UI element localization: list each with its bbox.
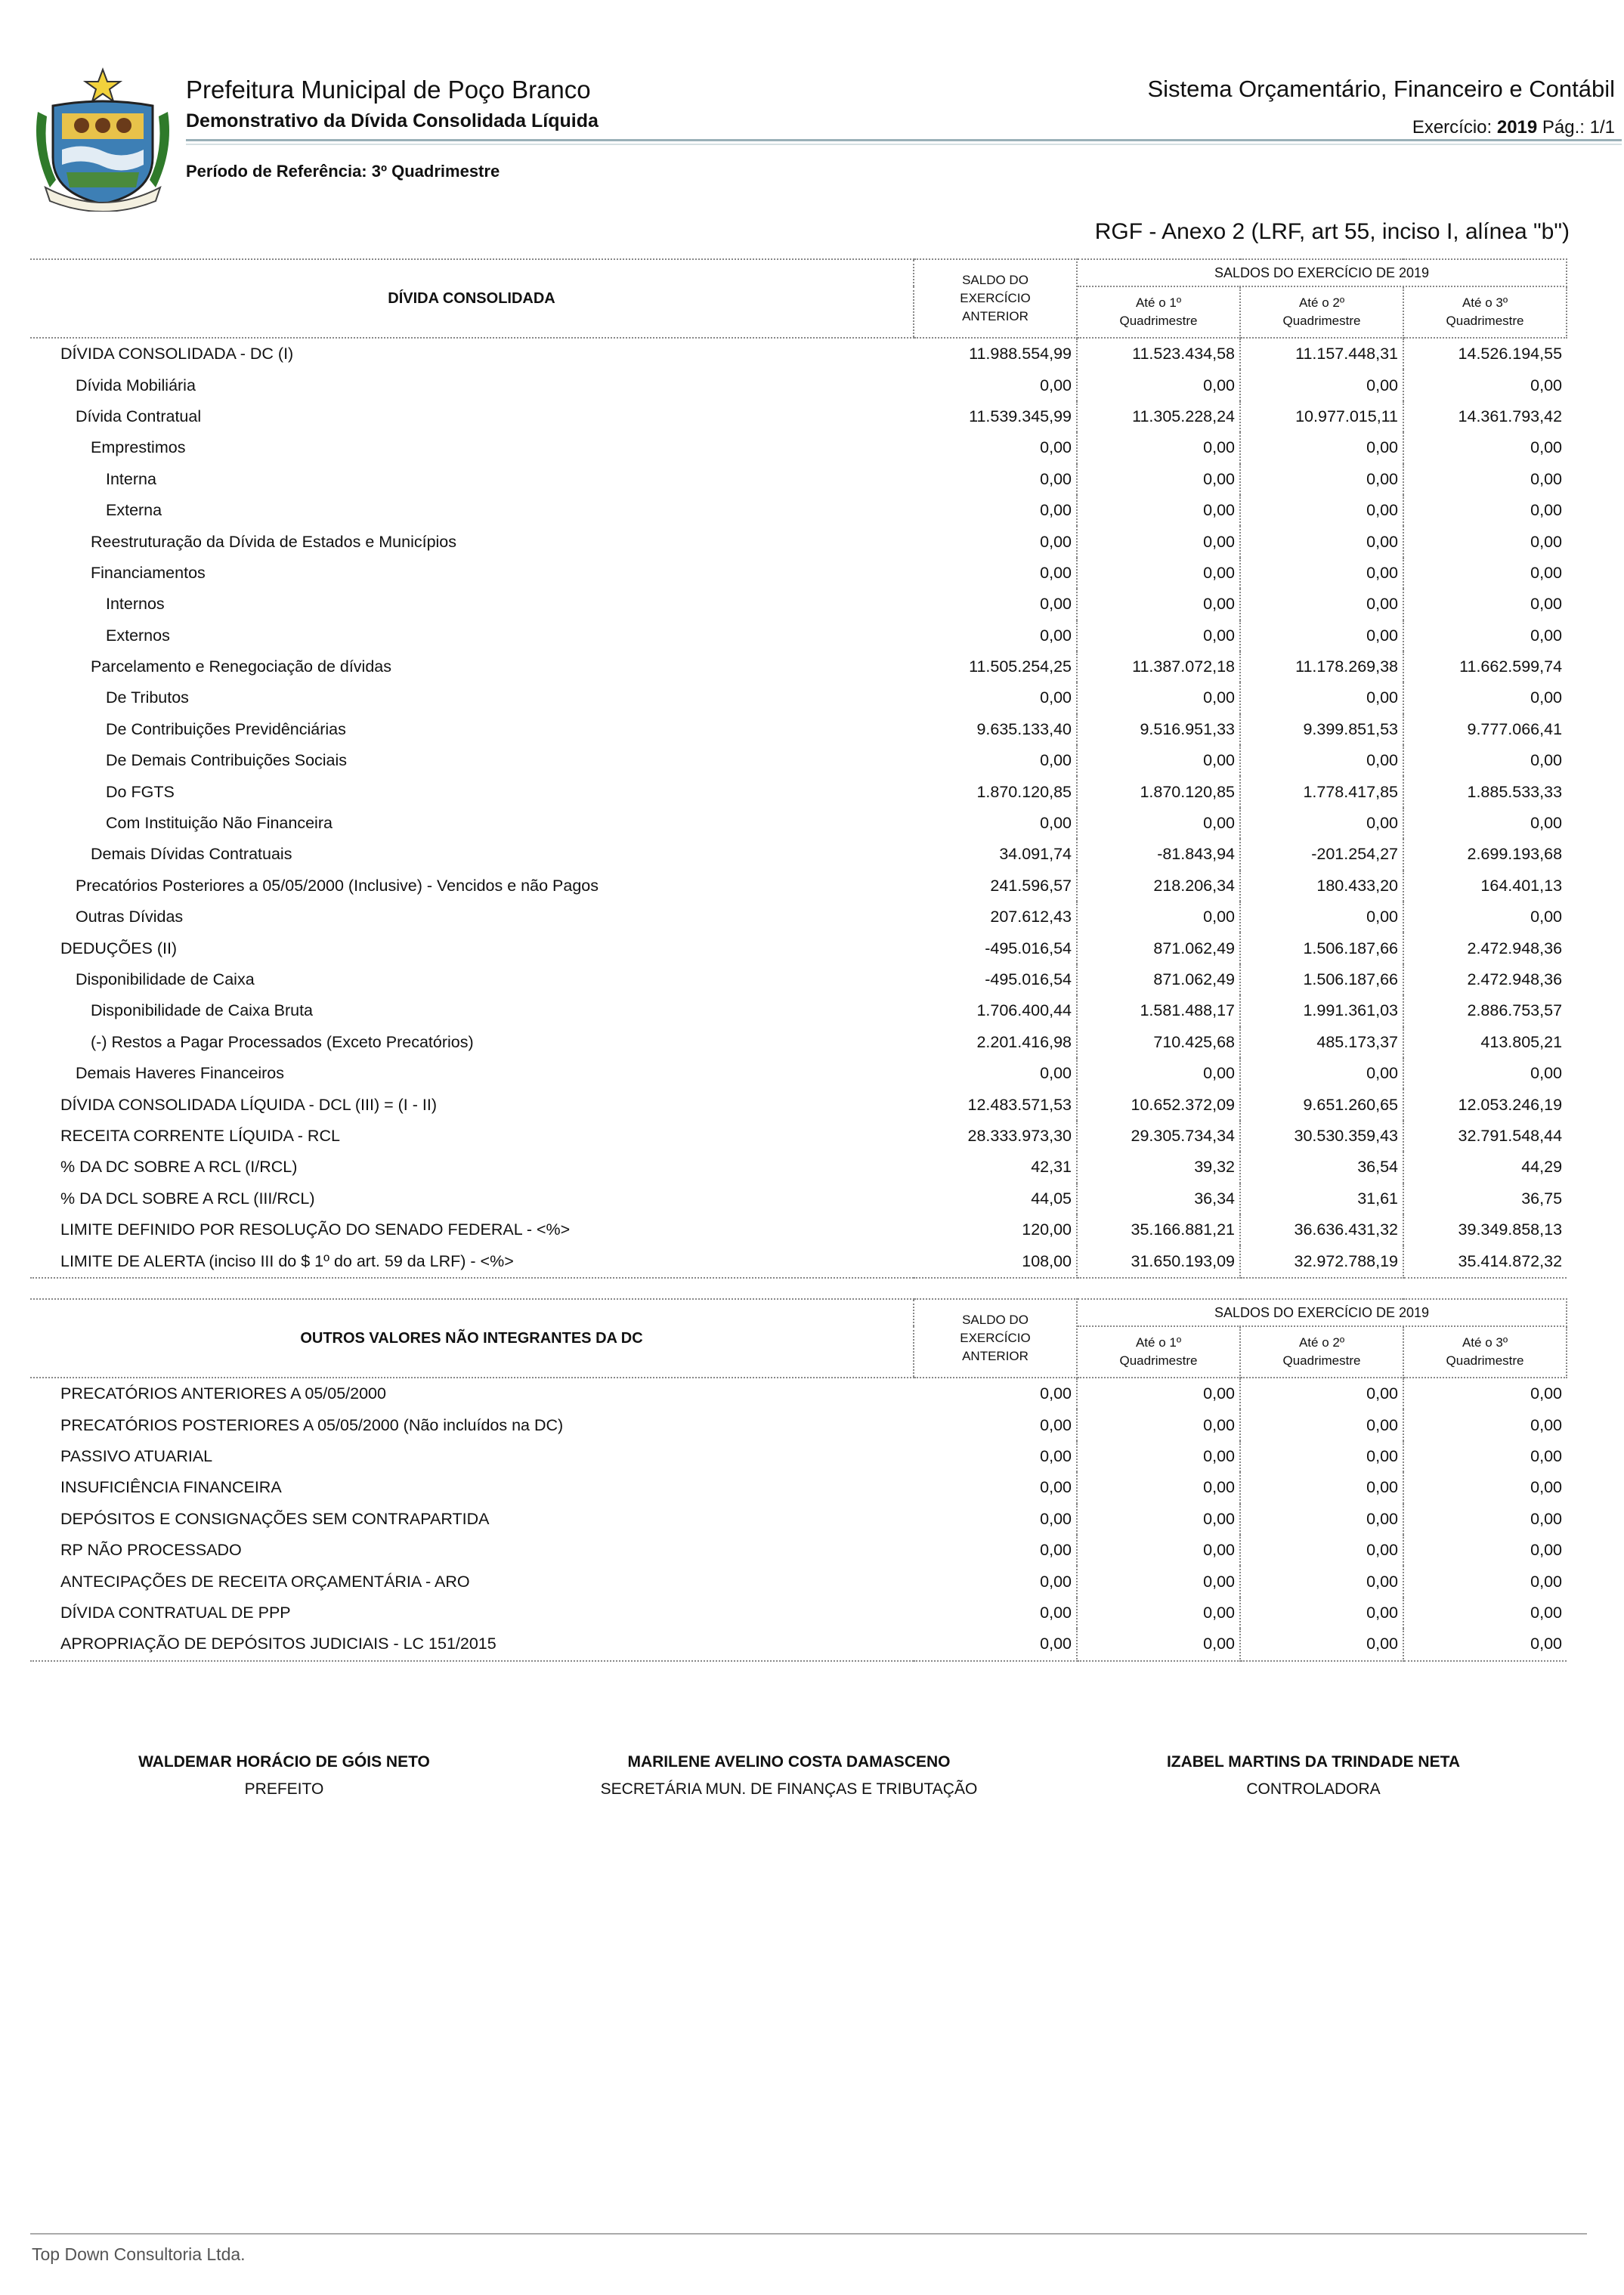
value-cell: 1.506.187,66 (1240, 964, 1403, 995)
table-row (30, 1214, 1567, 1245)
value-cell: 0,00 (1077, 745, 1240, 776)
row-label: DÍVIDA CONTRATUAL DE PPP (60, 1603, 291, 1622)
period-header-2: Até o 2º Quadrimestre (1240, 286, 1403, 338)
value-cell: 0,00 (1077, 808, 1240, 839)
value-cell: 0,00 (1240, 682, 1403, 713)
value-cell: 2.699.193,68 (1467, 845, 1563, 864)
value-cell: 9.516.951,33 (1077, 714, 1240, 745)
saldo-anterior-header: SALDO DO EXERCÍCIO ANTERIOR (914, 1299, 1077, 1378)
signature-block (1072, 1753, 1555, 1799)
row-label: LIMITE DEFINIDO POR RESOLUÇÃO DO SENADO FEDERAL - <%> (60, 1220, 571, 1239)
value-cell: 0,00 (914, 1628, 1077, 1660)
value-cell: -81.843,94 (1077, 839, 1240, 870)
value-cell: 0,00 (914, 1409, 1077, 1440)
value-cell: 0,00 (914, 432, 1077, 463)
row-label: De Contribuições Previdênciárias (106, 719, 346, 738)
value-cell: 0,00 (914, 1566, 1077, 1597)
value-cell: 0,00 (1240, 808, 1403, 839)
value-cell: -201.254,27 (1240, 839, 1403, 870)
value-cell: 0,00 (1077, 1058, 1240, 1089)
table-row (30, 714, 1567, 745)
value-cell: 0,00 (914, 589, 1077, 620)
value-cell: 0,00 (1240, 370, 1403, 401)
table-row (30, 370, 1567, 401)
value-cell: 0,00 (914, 745, 1077, 776)
value-cell: 0,00 (914, 808, 1077, 839)
value-cell: 0,00 (914, 1378, 1077, 1409)
value-cell: 42,31 (914, 1152, 1077, 1183)
value-cell: 0,00 (1240, 620, 1403, 651)
debt-table (30, 258, 1567, 1279)
table-row (30, 558, 1567, 589)
period-header-1: Até o 1º Quadrimestre (1077, 286, 1240, 338)
value-cell: 0,00 (914, 1472, 1077, 1503)
value-cell: 31,61 (1240, 1183, 1403, 1214)
row-label: DEPÓSITOS E CONSIGNAÇÕES SEM CONTRAPARTIDA (60, 1509, 490, 1528)
value-cell: 1.581.488,17 (1077, 995, 1240, 1026)
value-cell: 0,00 (1077, 1409, 1240, 1440)
value-cell: 0,00 (914, 1535, 1077, 1566)
value-cell: 0,00 (1530, 1541, 1563, 1560)
municipal-coat-of-arms-icon (23, 66, 183, 212)
signatory-role: CONTROLADORA (1246, 1780, 1381, 1798)
value-cell: 0,00 (1530, 1415, 1563, 1434)
value-cell: 0,00 (1530, 1064, 1563, 1083)
value-cell: 0,00 (1530, 626, 1563, 645)
table-row (30, 808, 1567, 839)
page-number: Pág.: 1/1 (1542, 117, 1615, 138)
row-label: Parcelamento e Renegociação de dívidas (91, 657, 392, 676)
value-cell: 0,00 (1240, 432, 1403, 463)
value-cell: 0,00 (1240, 495, 1403, 526)
value-cell: 0,00 (1240, 1566, 1403, 1597)
row-label: Outras Dívidas (76, 908, 184, 926)
row-label: Demais Haveres Financeiros (76, 1064, 285, 1083)
value-cell: 0,00 (1077, 1566, 1240, 1597)
value-cell: 0,00 (1240, 902, 1403, 933)
period-header-1: Até o 1º Quadrimestre (1077, 1326, 1240, 1378)
value-cell: 44,05 (914, 1183, 1077, 1214)
value-cell: 108,00 (914, 1245, 1077, 1277)
row-label: (-) Restos a Pagar Processados (Exceto Precatórios) (91, 1032, 474, 1051)
table-row (30, 432, 1567, 463)
header-divider (186, 139, 1622, 141)
report-subtitle: Demonstrativo da Dívida Consolidada Líquida (186, 110, 599, 131)
row-label: ANTECIPAÇÕES DE RECEITA ORÇAMENTÁRIA - ARO (60, 1572, 470, 1591)
value-cell: 241.596,57 (914, 871, 1077, 902)
value-cell: 0,00 (914, 1598, 1077, 1628)
value-cell: 180.433,20 (1240, 871, 1403, 902)
value-cell: 11.178.269,38 (1240, 651, 1403, 682)
row-label: LIMITE DE ALERTA (inciso III do $ 1º do art. 59 da LRF) - <%> (30, 1245, 914, 1277)
signatory-role: SECRETÁRIA MUN. DE FINANÇAS E TRIBUTAÇÃO (600, 1780, 978, 1798)
table-row (30, 902, 1567, 933)
value-cell: 11.387.072,18 (1077, 651, 1240, 682)
row-label: Dívida Contratual (76, 407, 202, 425)
other-values-table (30, 1298, 1567, 1662)
row-label: Financiamentos (91, 563, 206, 582)
value-cell: 0,00 (1240, 526, 1403, 557)
signatory-name: WALDEMAR HORÁCIO DE GÓIS NETO (138, 1753, 430, 1771)
value-cell: 0,00 (1530, 501, 1563, 520)
table-row (30, 1378, 1567, 1409)
exercise-label: Exercício: (1412, 117, 1493, 138)
table-row (30, 651, 1567, 682)
value-cell: 0,00 (1240, 1598, 1403, 1628)
value-cell: 0,00 (1240, 1058, 1403, 1089)
value-cell: 0,00 (1240, 1378, 1403, 1409)
header-divider-light (186, 144, 1622, 145)
value-cell: 0,00 (1530, 1603, 1563, 1622)
row-label: Emprestimos (91, 438, 186, 457)
value-cell: 0,00 (1077, 432, 1240, 463)
table-row (30, 995, 1567, 1026)
table-row (30, 464, 1567, 495)
table-row (30, 964, 1567, 995)
value-cell: 120,00 (914, 1214, 1077, 1245)
value-cell: 0,00 (1077, 1628, 1240, 1660)
value-cell: 1.885.533,33 (1467, 782, 1563, 801)
value-cell: 29.305.734,34 (1077, 1121, 1240, 1152)
value-cell: 0,00 (1077, 464, 1240, 495)
value-cell: -495.016,54 (914, 964, 1077, 995)
exercise-and-page (1412, 117, 1615, 138)
value-cell: 2.472.948,36 (1467, 970, 1563, 988)
value-cell: 2.472.948,36 (1467, 939, 1563, 957)
value-cell: 14.526.194,55 (1458, 345, 1563, 363)
table-row (30, 338, 1567, 370)
value-cell: 10.977.015,11 (1240, 401, 1403, 432)
value-cell: 0,00 (1530, 469, 1563, 488)
value-cell: 0,00 (1530, 376, 1563, 394)
period-header-3: Até o 3º Quadrimestre (1403, 286, 1567, 338)
value-cell: 36,34 (1077, 1183, 1240, 1214)
value-cell: 10.652.372,09 (1077, 1089, 1240, 1120)
table-row (30, 1245, 1567, 1277)
value-cell: 0,00 (1530, 908, 1563, 926)
row-label: DÍVIDA CONSOLIDADA - DC (I) (60, 345, 294, 363)
saldos-exercicio-header: SALDOS DO EXERCÍCIO DE 2019 (1077, 1299, 1567, 1326)
row-label: Reestruturação da Dívida de Estados e Municípios (91, 532, 457, 551)
value-cell: 0,00 (1530, 532, 1563, 551)
value-cell: 0,00 (1077, 1378, 1240, 1409)
row-label: PRECATÓRIOS ANTERIORES A 05/05/2000 (60, 1384, 386, 1403)
signatory-name: IZABEL MARTINS DA TRINDADE NETA (1166, 1753, 1461, 1771)
value-cell: 0,00 (1077, 620, 1240, 651)
value-cell: 0,00 (1240, 1535, 1403, 1566)
table-row (30, 620, 1567, 651)
table-row (30, 933, 1567, 963)
table-row (30, 1121, 1567, 1152)
table-row (30, 745, 1567, 776)
row-label: PRECATÓRIOS POSTERIORES A 05/05/2000 (Não incluídos na DC) (60, 1415, 564, 1434)
value-cell: 1.778.417,85 (1240, 776, 1403, 807)
footer-divider (30, 2233, 1587, 2235)
value-cell: 1.506.187,66 (1240, 933, 1403, 963)
value-cell: 0,00 (1240, 1441, 1403, 1472)
value-cell: 0,00 (914, 464, 1077, 495)
table-title: OUTROS VALORES NÃO INTEGRANTES DA DC (30, 1299, 914, 1378)
row-label: Disponibilidade de Caixa (76, 970, 255, 988)
value-cell: 1.991.361,03 (1240, 995, 1403, 1026)
table-row (30, 1535, 1567, 1566)
value-cell: 871.062,49 (1077, 964, 1240, 995)
value-cell: 0,00 (1530, 1572, 1563, 1591)
exercise-year: 2019 (1496, 117, 1538, 138)
value-cell: 11.988.554,99 (914, 338, 1077, 370)
value-cell: 0,00 (1077, 1441, 1240, 1472)
footer-company: Top Down Consultoria Ltda. (32, 2244, 246, 2264)
row-label: Do FGTS (106, 782, 175, 801)
value-cell: 12.483.571,53 (914, 1089, 1077, 1120)
saldos-exercicio-header: SALDOS DO EXERCÍCIO DE 2019 (1077, 259, 1567, 286)
table-row (30, 1504, 1567, 1535)
row-label: DEDUÇÕES (II) (60, 939, 178, 957)
value-cell: 0,00 (1240, 558, 1403, 589)
value-cell: 9.399.851,53 (1240, 714, 1403, 745)
value-cell: 0,00 (1077, 902, 1240, 933)
value-cell: 0,00 (1530, 1446, 1563, 1465)
value-cell: 11.523.434,58 (1077, 338, 1240, 370)
value-cell: 710.425,68 (1077, 1027, 1240, 1058)
row-label: Internos (106, 595, 165, 614)
value-cell: 1.706.400,44 (914, 995, 1077, 1026)
value-cell: 0,00 (914, 558, 1077, 589)
saldo-anterior-header: SALDO DO EXERCÍCIO ANTERIOR (914, 259, 1077, 338)
value-cell: 0,00 (1403, 1628, 1567, 1660)
value-cell: 1.870.120,85 (1077, 776, 1240, 807)
value-cell: 0,00 (1077, 370, 1240, 401)
signatory-role: PREFEITO (244, 1780, 324, 1798)
value-cell: 0,00 (1530, 751, 1563, 770)
value-cell: 32.791.548,44 (1458, 1126, 1563, 1145)
value-cell: 36,54 (1240, 1152, 1403, 1183)
value-cell: 0,00 (1077, 589, 1240, 620)
value-cell: 11.305.228,24 (1077, 401, 1240, 432)
reference-period: Período de Referência: 3º Quadrimestre (186, 162, 500, 181)
value-cell: 0,00 (1240, 589, 1403, 620)
value-cell: 0,00 (1530, 1478, 1563, 1497)
row-label: RECEITA CORRENTE LÍQUIDA - RCL (60, 1126, 340, 1145)
value-cell: 0,00 (1240, 745, 1403, 776)
value-cell: 11.157.448,31 (1240, 338, 1403, 370)
value-cell: 0,00 (1077, 1535, 1240, 1566)
value-cell: 0,00 (914, 1058, 1077, 1089)
row-label: Demais Dívidas Contratuais (91, 845, 292, 864)
row-label: Externa (106, 501, 162, 520)
value-cell: 0,00 (914, 620, 1077, 651)
row-label: Externos (106, 626, 170, 645)
table-row (30, 1027, 1567, 1058)
table-title: DÍVIDA CONSOLIDADA (30, 259, 914, 338)
value-cell: 0,00 (1240, 464, 1403, 495)
value-cell: 14.361.793,42 (1458, 407, 1563, 425)
value-cell: 0,00 (914, 682, 1077, 713)
value-cell: 485.173,37 (1240, 1027, 1403, 1058)
row-label: DÍVIDA CONSOLIDADA LÍQUIDA - DCL (III) = (I - II) (60, 1095, 437, 1114)
value-cell: 0,00 (1530, 595, 1563, 614)
value-cell: 0,00 (1530, 814, 1563, 833)
value-cell: 9.777.066,41 (1467, 719, 1563, 738)
row-label: RP NÃO PROCESSADO (60, 1541, 242, 1560)
value-cell: 0,00 (914, 1504, 1077, 1535)
value-cell: 0,00 (1077, 682, 1240, 713)
table-row (30, 1566, 1567, 1597)
value-cell: 35.166.881,21 (1077, 1214, 1240, 1245)
period-header-3: Até o 3º Quadrimestre (1403, 1326, 1567, 1378)
value-cell: 36,75 (1521, 1189, 1563, 1208)
value-cell: 28.333.973,30 (914, 1121, 1077, 1152)
value-cell: 39,32 (1077, 1152, 1240, 1183)
value-cell: 0,00 (914, 370, 1077, 401)
table-row (30, 1058, 1567, 1089)
value-cell: 413.805,21 (1480, 1032, 1563, 1051)
value-cell: 9.635.133,40 (914, 714, 1077, 745)
table-row (30, 1598, 1567, 1628)
value-cell: 0,00 (1077, 526, 1240, 557)
value-cell: 35.414.872,32 (1403, 1245, 1567, 1277)
table-row (30, 1183, 1567, 1214)
value-cell: 34.091,74 (914, 839, 1077, 870)
row-label: APROPRIAÇÃO DE DEPÓSITOS JUDICIAIS - LC 151/2015 (30, 1628, 914, 1660)
row-label: Disponibilidade de Caixa Bruta (91, 1001, 314, 1020)
value-cell: 0,00 (1077, 495, 1240, 526)
row-label: Precatórios Posteriores a 05/05/2000 (Inclusive) - Vencidos e não Pagos (76, 876, 599, 895)
row-label: De Tributos (106, 688, 189, 707)
system-name: Sistema Orçamentário, Financeiro e Contábil (1147, 76, 1615, 102)
row-label: Com Instituição Não Financeira (106, 814, 333, 833)
signature-block (42, 1753, 526, 1799)
row-label: Dívida Mobiliária (76, 376, 196, 394)
value-cell: 0,00 (1530, 563, 1563, 582)
row-label: Interna (106, 469, 156, 488)
value-cell: -495.016,54 (914, 933, 1077, 963)
value-cell: 0,00 (1077, 1472, 1240, 1503)
period-header-2: Até o 2º Quadrimestre (1240, 1326, 1403, 1378)
table-row (30, 776, 1567, 807)
value-cell: 31.650.193,09 (1077, 1245, 1240, 1277)
row-label: % DA DCL SOBRE A RCL (III/RCL) (60, 1189, 315, 1208)
table-row (30, 1152, 1567, 1183)
table-row (30, 526, 1567, 557)
value-cell: 12.053.246,19 (1458, 1095, 1563, 1114)
row-label: INSUFICIÊNCIA FINANCEIRA (60, 1478, 282, 1497)
value-cell: 32.972.788,19 (1240, 1245, 1403, 1277)
value-cell: 164.401,13 (1480, 876, 1563, 895)
value-cell: 0,00 (1530, 1509, 1563, 1528)
row-label: PASSIVO ATUARIAL (60, 1446, 213, 1465)
value-cell: 0,00 (1240, 1409, 1403, 1440)
page-title: Prefeitura Municipal de Poço Branco (186, 76, 591, 104)
value-cell: 0,00 (1530, 438, 1563, 457)
value-cell: 0,00 (1077, 1504, 1240, 1535)
table-row (30, 589, 1567, 620)
signatory-name: MARILENE AVELINO COSTA DAMASCENO (627, 1753, 951, 1771)
value-cell: 207.612,43 (914, 902, 1077, 933)
value-cell: 871.062,49 (1077, 933, 1240, 963)
table-row (30, 682, 1567, 713)
table-row (30, 1409, 1567, 1440)
value-cell: 0,00 (1240, 1504, 1403, 1535)
table-row (30, 1628, 1567, 1660)
value-cell: 0,00 (1530, 688, 1563, 707)
value-cell: 11.505.254,25 (914, 651, 1077, 682)
table-row (30, 495, 1567, 526)
value-cell: 218.206,34 (1077, 871, 1240, 902)
table-row (30, 1441, 1567, 1472)
value-cell: 0,00 (914, 1441, 1077, 1472)
annex-reference: RGF - Anexo 2 (LRF, art 55, inciso I, alínea "b") (1094, 219, 1570, 244)
value-cell: 0,00 (1240, 1472, 1403, 1503)
table-row (30, 839, 1567, 870)
table-row (30, 1472, 1567, 1503)
value-cell: 0,00 (1530, 1384, 1563, 1403)
row-label: De Demais Contribuições Sociais (106, 751, 348, 770)
value-cell: 11.662.599,74 (1459, 657, 1563, 676)
value-cell: 0,00 (914, 495, 1077, 526)
value-cell: 30.530.359,43 (1240, 1121, 1403, 1152)
row-label: % DA DC SOBRE A RCL (I/RCL) (60, 1158, 298, 1177)
value-cell: 36.636.431,32 (1240, 1214, 1403, 1245)
table-row (30, 401, 1567, 432)
table-row (30, 1089, 1567, 1120)
value-cell: 44,29 (1521, 1158, 1563, 1177)
value-cell: 0,00 (914, 526, 1077, 557)
value-cell: 1.870.120,85 (914, 776, 1077, 807)
value-cell: 2.886.753,57 (1467, 1001, 1563, 1020)
value-cell: 11.539.345,99 (914, 401, 1077, 432)
value-cell: 0,00 (1077, 558, 1240, 589)
signature-block (547, 1753, 1031, 1799)
value-cell: 39.349.858,13 (1458, 1220, 1563, 1239)
value-cell: 9.651.260,65 (1240, 1089, 1403, 1120)
value-cell: 2.201.416,98 (914, 1027, 1077, 1058)
value-cell: 0,00 (1077, 1598, 1240, 1628)
table-row (30, 871, 1567, 902)
value-cell: 0,00 (1240, 1628, 1403, 1660)
